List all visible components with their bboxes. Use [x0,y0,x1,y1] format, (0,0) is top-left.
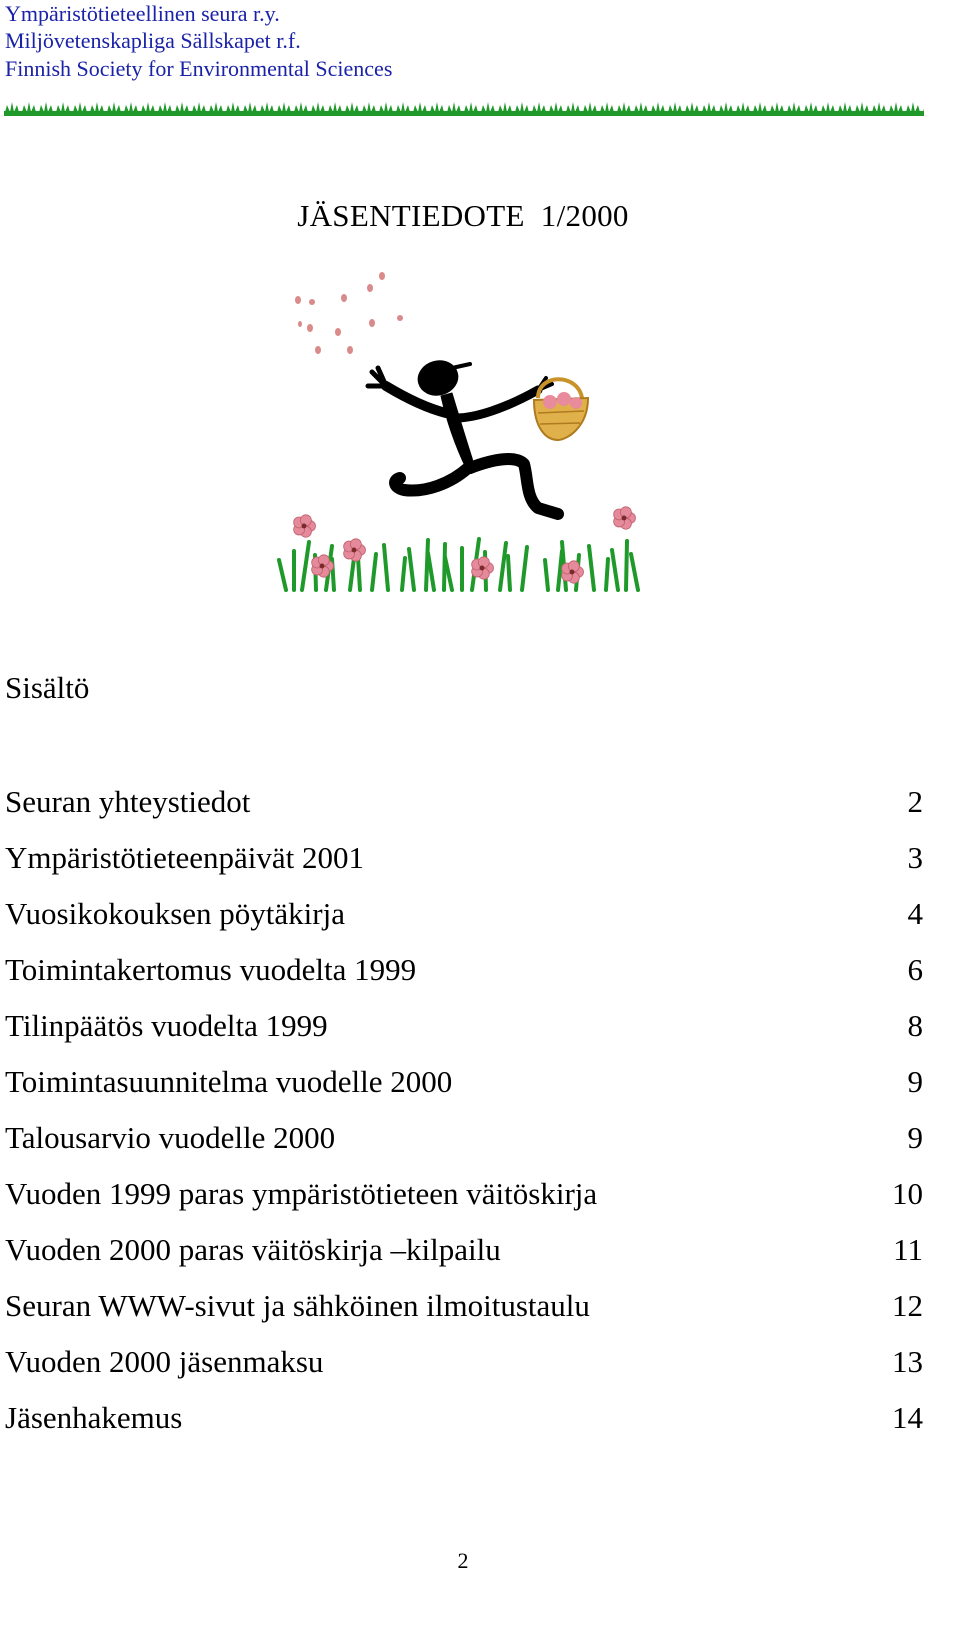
toc-entry-page: 13 [892,1344,923,1379]
toc-entry-title: Jäsenhakemus [5,1400,183,1435]
toc-entry [5,836,923,892]
org-name-sv: Miljövetenskapliga Sällskapet r.f. [5,28,301,53]
toc-entry [5,892,923,948]
table-of-contents [5,780,923,1452]
toc-entry-page: 6 [907,952,923,987]
org-name-en: Finnish Society for Environmental Sciences [5,56,393,81]
toc-entry [5,780,923,836]
toc-entry-page: 10 [892,1176,923,1211]
toc-entry-page: 11 [893,1232,923,1267]
flowers-icon [294,507,636,583]
toc-entry-page: 9 [907,1064,923,1099]
toc-entry-title: Vuoden 1999 paras ympäristötieteen väitöskirja [5,1176,598,1211]
toc-entry-title: Seuran WWW-sivut ja sähköinen ilmoitustaulu [5,1288,590,1323]
org-name-fi: Ympäristötieteellinen seura r.y. [5,1,280,26]
toc-entry [5,1004,923,1060]
toc-entry-page: 8 [907,1008,923,1043]
page-number: 2 [457,1548,469,1573]
toc-entry [5,1396,923,1452]
issue-title: JÄSENTIEDOTE 1/2000 [297,198,629,233]
toc-entry-page: 14 [892,1400,923,1435]
contents-heading: Sisältö [5,670,90,705]
toc-entry-title: Ympäristötieteenpäivät 2001 [5,840,364,875]
toc-entry-title: Tilinpäätös vuodelta 1999 [5,1008,328,1043]
toc-entry-title: Talousarvio vuodelle 2000 [5,1120,336,1155]
toc-entry-title: Vuoden 2000 paras väitöskirja –kilpailu [5,1232,501,1267]
toc-entry-page: 2 [907,784,923,819]
toc-entry [5,1340,923,1396]
basket-icon [534,379,588,440]
running-figure-illustration [276,268,656,608]
toc-entry-title: Toimintakertomus vuodelta 1999 [5,952,417,987]
toc-entry [5,948,923,1004]
toc-entry-title: Vuoden 2000 jäsenmaksu [5,1344,324,1379]
toc-entry-title: Toimintasuunnitelma vuodelle 2000 [5,1064,453,1099]
toc-entry [5,1284,923,1340]
toc-entry-page: 12 [892,1288,923,1323]
running-figure [368,356,558,514]
toc-entry [5,1172,923,1228]
toc-entry-page: 4 [907,896,923,931]
toc-entry-page: 3 [907,840,923,875]
grass-border-icon [4,100,924,116]
toc-entry-title: Seuran yhteystiedot [5,784,251,819]
toc-entry [5,1060,923,1116]
toc-entry [5,1116,923,1172]
petals [295,272,403,354]
toc-entry-title: Vuosikokouksen pöytäkirja [5,896,345,931]
toc-entry [5,1228,923,1284]
toc-entry-page: 9 [907,1120,923,1155]
